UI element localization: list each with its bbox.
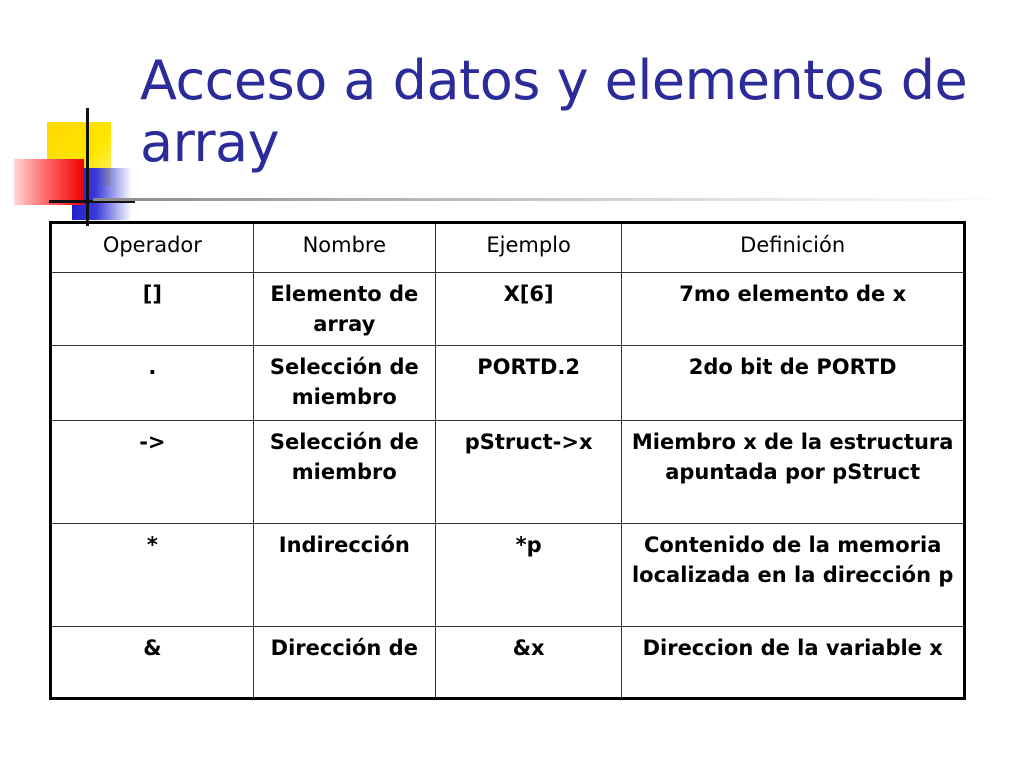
cell-ejemplo: *p <box>435 524 621 627</box>
cell-ejemplo: &x <box>435 627 621 699</box>
table-header-row <box>51 223 965 273</box>
cell-nombre: Selección de miembro <box>253 421 435 524</box>
cell-ejemplo: pStruct->x <box>435 421 621 524</box>
cell-definicion: 2do bit de PORTD <box>622 346 965 421</box>
cell-definicion: Miembro x de la estructura apuntada por pStruct <box>622 421 965 524</box>
slide-title: Acceso a datos y elementos de array <box>140 49 968 174</box>
cell-nombre: Elemento de array <box>253 273 435 346</box>
cell-definicion: Contenido de la memoria localizada en la dirección p <box>622 524 965 627</box>
header-operador: Operador <box>51 223 254 273</box>
table-row <box>51 421 965 524</box>
cell-operador: . <box>51 346 254 421</box>
table-row <box>51 524 965 627</box>
logo-vertical-line <box>86 108 89 226</box>
cell-ejemplo: X[6] <box>435 273 621 346</box>
table-row <box>51 346 965 421</box>
cell-operador: * <box>51 524 254 627</box>
operators-table <box>49 221 966 700</box>
cell-operador: -> <box>51 421 254 524</box>
table-row <box>51 627 965 699</box>
cell-nombre: Dirección de <box>253 627 435 699</box>
cell-definicion: Direccion de la variable x <box>622 627 965 699</box>
table-row <box>51 273 965 346</box>
cell-ejemplo: PORTD.2 <box>435 346 621 421</box>
title-underline <box>93 198 1018 201</box>
logo-red-square <box>14 159 84 205</box>
cell-definicion: 7mo elemento de x <box>622 273 965 346</box>
header-nombre: Nombre <box>253 223 435 273</box>
header-ejemplo: Ejemplo <box>435 223 621 273</box>
cell-nombre: Selección de miembro <box>253 346 435 421</box>
cell-operador: & <box>51 627 254 699</box>
cell-nombre: Indirección <box>253 524 435 627</box>
header-definicion: Definición <box>622 223 965 273</box>
cell-operador: [] <box>51 273 254 346</box>
